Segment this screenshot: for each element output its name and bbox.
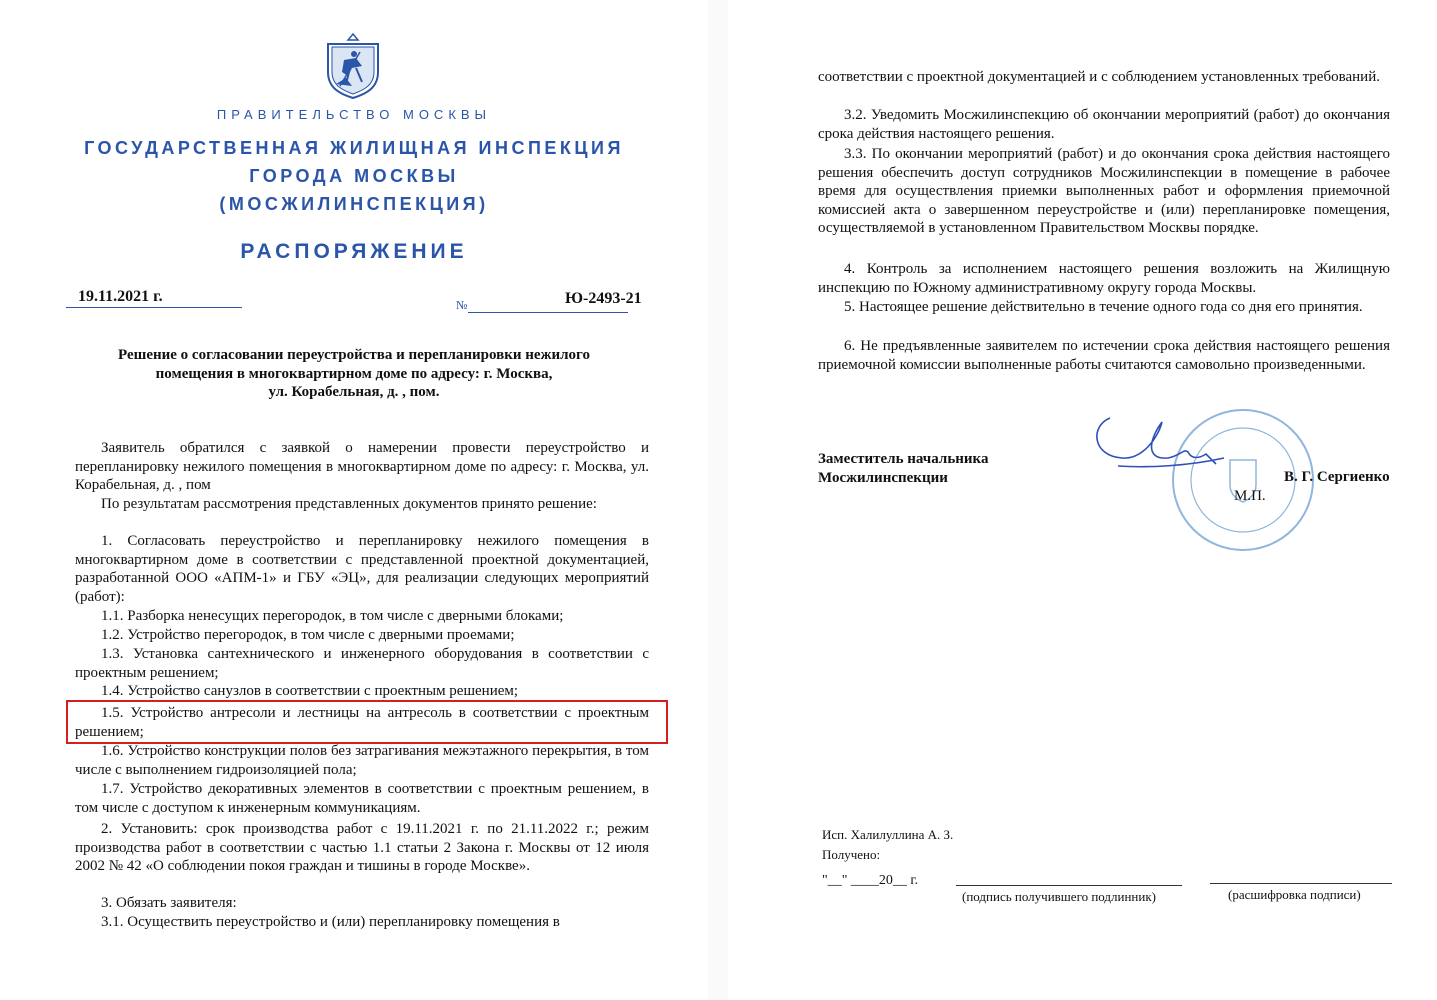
item-3-3-paragraph: 3.3. По окончании мероприятий (работ) и до окончания срока действия настоящего решения обеспечить доступ сотрудников Мосжилинспекции в помещение в рабочее время для осуществления приемки выполненных работ и оформления приемочной комиссией акта о завершенном переустройстве и (или) перепланировке помещения, осуществляемой в установленном Правительством Москвы порядке. — [818, 146, 1390, 237]
item-3-2-paragraph: 3.2. Уведомить Мосжилинспекцию об окончании мероприятий (работ) до окончания срока действия настоящего решения. — [818, 107, 1390, 142]
decoding-line — [1210, 883, 1392, 884]
handwritten-signature-icon — [1088, 408, 1228, 478]
highlight-box — [66, 700, 668, 744]
item-4-paragraph: 4. Контроль за исполнением настоящего решения возложить на Жилищную инспекцию по Южному административному округу города Москвы. — [818, 261, 1390, 296]
page-gap — [708, 0, 728, 1000]
signer-name: В. Г. Сергиенко — [1284, 469, 1390, 485]
item-3-paragraph: 3. Обязать заявителя: — [101, 895, 237, 911]
signer-position-line2: Мосжилинспекции — [818, 470, 948, 486]
applicant-paragraph: Заявитель обратился с заявкой о намерении провести переустройство и перепланировку нежилого помещения в многоквартирном доме по адресу: г. Москва, ул. Корабельная, д. , пом — [75, 440, 649, 494]
continuation-paragraph: соответствии с проектной документацией и с соблюдением установленных требований. — [818, 69, 1380, 85]
item-3-1-paragraph: 3.1. Осуществить переустройство и (или) перепланировку помещения в — [101, 914, 560, 930]
work-item-1-4: 1.4. Устройство санузлов в соответствии с проектным решением; — [101, 683, 519, 699]
decision-title-line1: Решение о согласовании переустройства и перепланировки нежилого — [118, 347, 590, 363]
item-6-paragraph: 6. Не предъявленные заявителем по истечении срока действия настоящего решения приемочной комиссии выполненные работы считаются самовольно произведенными. — [818, 338, 1390, 373]
work-item-1-7: 1.7. Устройство декоративных элементов в соответствии с проектным решением, в том числе с доступом к инженерным коммуникациям. — [75, 781, 649, 816]
executor-note: Исп. Халилуллина А. З. — [822, 827, 954, 842]
signature-caption: (подпись получившего подлинник) — [962, 889, 1156, 904]
received-label: Получено: — [822, 847, 881, 862]
work-item-1-5: 1.5. Устройство антресоли и лестницы на антресоль в соответствии с проектным решением; — [75, 705, 649, 740]
signer-position-line1: Заместитель начальника — [818, 451, 989, 467]
item-1-paragraph: 1. Согласовать переустройство и перепланировку нежилого помещения в многоквартирном доме в соответствии с представленной проектной документацией, разработанной ООО «АПМ-1» и ГБУ «ЭЦ», для реализации следующих мероприятий (работ): — [75, 533, 649, 605]
decoding-caption: (расшифровка подписи) — [1228, 887, 1361, 902]
date-underline — [66, 307, 242, 308]
moscow-coat-of-arms-icon — [322, 32, 384, 100]
page-left — [0, 0, 708, 1000]
item-2-paragraph: 2. Установить: срок производства работ с 19.11.2021 г. по 21.11.2022 г.; режим производства работ в соответствии с частью 1.1 статьи 2 Закона г. Москвы от 12 июля 2002 № 42 «О соблюдении покоя граждан и тишины в городе Москве». — [75, 821, 649, 875]
review-paragraph: По результатам рассмотрения представленных документов принято решение: — [101, 496, 597, 512]
item-5-paragraph: 5. Настоящее решение действительно в течение одного года со дня его принятия. — [844, 299, 1363, 315]
number-underline — [468, 312, 628, 313]
signature-line — [956, 885, 1182, 886]
org-name-line2: ГОРОДА МОСКВЫ — [249, 166, 459, 186]
work-item-1-2: 1.2. Устройство перегородок, в том числе с дверными проемами; — [101, 627, 515, 643]
org-name-line3: (МОСЖИЛИНСПЕКЦИЯ) — [219, 194, 489, 214]
government-label: ПРАВИТЕЛЬСТВО МОСКВЫ — [216, 107, 492, 122]
stamp-place-label: М.П. — [1234, 488, 1266, 504]
document-type: РАСПОРЯЖЕНИЕ — [240, 240, 468, 263]
work-item-1-6: 1.6. Устройство конструкции полов без затрагивания межэтажного перекрытия, в том числе с выполнением гидроизоляцией пола; — [75, 743, 649, 778]
work-item-1-1: 1.1. Разборка ненесущих перегородок, в том числе с дверными блоками; — [101, 608, 564, 624]
document-number: Ю-2493-21 — [565, 290, 642, 307]
received-date-blank: "__" ____20__ г. — [822, 873, 919, 888]
page-right — [728, 0, 1437, 1000]
document-date: 19.11.2021 г. — [78, 288, 163, 305]
org-name-line1: ГОСУДАРСТВЕННАЯ ЖИЛИЩНАЯ ИНСПЕКЦИЯ — [84, 138, 624, 158]
decision-title-line3: ул. Корабельная, д. , пом. — [268, 384, 440, 400]
work-item-1-3: 1.3. Установка сантехнического и инженерного оборудования в соответствии с проектным решением; — [75, 646, 649, 681]
number-label: № — [456, 298, 468, 312]
decision-title-line2: помещения в многоквартирном доме по адресу: г. Москва, — [155, 366, 553, 382]
